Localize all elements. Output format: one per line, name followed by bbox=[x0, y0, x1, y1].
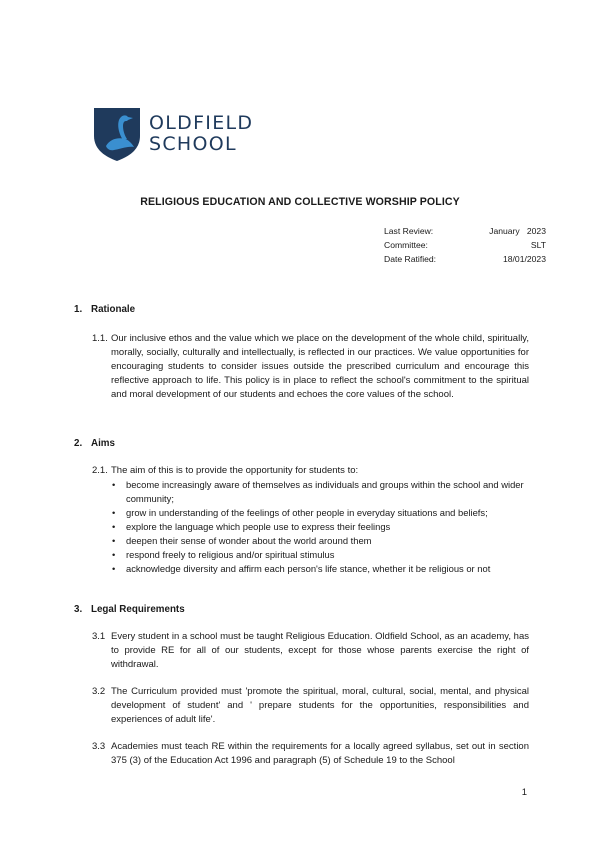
section-number: 3. bbox=[74, 604, 83, 615]
aims-bullet-list bbox=[112, 478, 532, 576]
review-meta-table bbox=[384, 224, 546, 266]
paragraph-number: 2.1. bbox=[92, 465, 108, 476]
bullet-dot: • bbox=[112, 549, 116, 560]
meta-label: Last Review: bbox=[384, 226, 434, 236]
list-item bbox=[112, 562, 532, 576]
bullet-text: explore the language which people use to express their feelings bbox=[126, 521, 391, 532]
section-title: Legal Requirements bbox=[91, 604, 185, 615]
meta-row bbox=[384, 224, 546, 238]
logo-wordmark bbox=[149, 113, 253, 155]
paragraph-3-3 bbox=[92, 740, 529, 768]
meta-label: Committee: bbox=[384, 240, 428, 250]
paragraph-number: 3.1 bbox=[92, 631, 106, 642]
paragraph-3-1 bbox=[92, 630, 529, 672]
bullet-text: become increasingly aware of themselves as individuals and groups within the school and wider community; bbox=[126, 479, 524, 504]
bullet-text: deepen their sense of wonder about the world around them bbox=[126, 535, 372, 546]
section-title: Aims bbox=[91, 438, 115, 449]
list-item bbox=[112, 520, 532, 534]
bullet-text: respond freely to religious and/or spiritual stimulus bbox=[126, 549, 335, 560]
paragraph-number: 3.2 bbox=[92, 686, 106, 697]
paragraph-2-1 bbox=[92, 464, 529, 478]
bullet-dot: • bbox=[112, 521, 116, 532]
paragraph-number: 1.1. bbox=[92, 333, 108, 344]
bullet-dot: • bbox=[112, 563, 116, 574]
section-heading-aims bbox=[74, 438, 115, 449]
list-item bbox=[112, 548, 532, 562]
school-logo bbox=[92, 106, 253, 162]
logo-line-2: SCHOOL bbox=[149, 133, 237, 155]
paragraph-3-2 bbox=[92, 685, 529, 727]
paragraph-text: Academies must teach RE within the requirements for a locally agreed syllabus, set out in section 375 (3) of the Education Act 1996 and paragraph (5) of Schedule 19 to the School bbox=[111, 741, 529, 766]
meta-value: 18/01/2023 bbox=[502, 254, 546, 264]
paragraph-text: The Curriculum provided must 'promote the spiritual, moral, cultural, social, mental, and physical development of student' and ' prepare students for the opportunities, responsibilities and experiences of adult life'. bbox=[111, 686, 529, 725]
meta-row bbox=[384, 238, 546, 252]
bullet-dot: • bbox=[112, 507, 116, 518]
meta-value: SLT bbox=[530, 240, 546, 250]
section-number: 2. bbox=[74, 438, 83, 449]
meta-row bbox=[384, 252, 546, 266]
meta-label: Date Ratified: bbox=[384, 254, 437, 264]
swan-shield-icon bbox=[92, 106, 142, 162]
meta-value: January 2023 bbox=[489, 226, 546, 236]
paragraph-text: The aim of this is to provide the opportunity for students to: bbox=[111, 465, 359, 476]
list-item bbox=[112, 534, 532, 548]
bullet-dot: • bbox=[112, 535, 116, 546]
list-item bbox=[112, 506, 532, 520]
document-title: RELIGIOUS EDUCATION AND COLLECTIVE WORSHIP POLICY bbox=[140, 196, 460, 208]
section-title: Rationale bbox=[91, 304, 136, 315]
paragraph-text: Every student in a school must be taught Religious Education. Oldfield School, as an academy, has to provide RE for all of our students, except for those whose parents exercise the right of withdrawal. bbox=[111, 631, 529, 670]
section-number: 1. bbox=[74, 304, 83, 315]
bullet-dot: • bbox=[112, 479, 116, 490]
page-number: 1 bbox=[521, 787, 527, 798]
paragraph-text: Our inclusive ethos and the value which we place on the development of the whole child, spiritually, morally, socially, culturally and intellectually, is reflected in our practices. We value opportunities for encouraging students to consider issues outside the prescribed curriculum and encourage this reflective approach to life. This policy is in place to reflect the school's commitment to the spiritual and moral development of our students and echoes the core values of the school. bbox=[111, 333, 529, 400]
list-item bbox=[112, 478, 532, 506]
paragraph-1-1 bbox=[92, 332, 529, 402]
bullet-text: acknowledge diversity and affirm each person's life stance, whether it be religious or not bbox=[126, 563, 491, 574]
bullet-text: grow in understanding of the feelings of other people in everyday situations and beliefs; bbox=[126, 507, 488, 518]
section-heading-legal-requirements bbox=[74, 604, 185, 615]
paragraph-number: 3.3 bbox=[92, 741, 106, 752]
logo-line-1: OLDFIELD bbox=[149, 112, 254, 134]
section-heading-rationale bbox=[74, 304, 135, 315]
